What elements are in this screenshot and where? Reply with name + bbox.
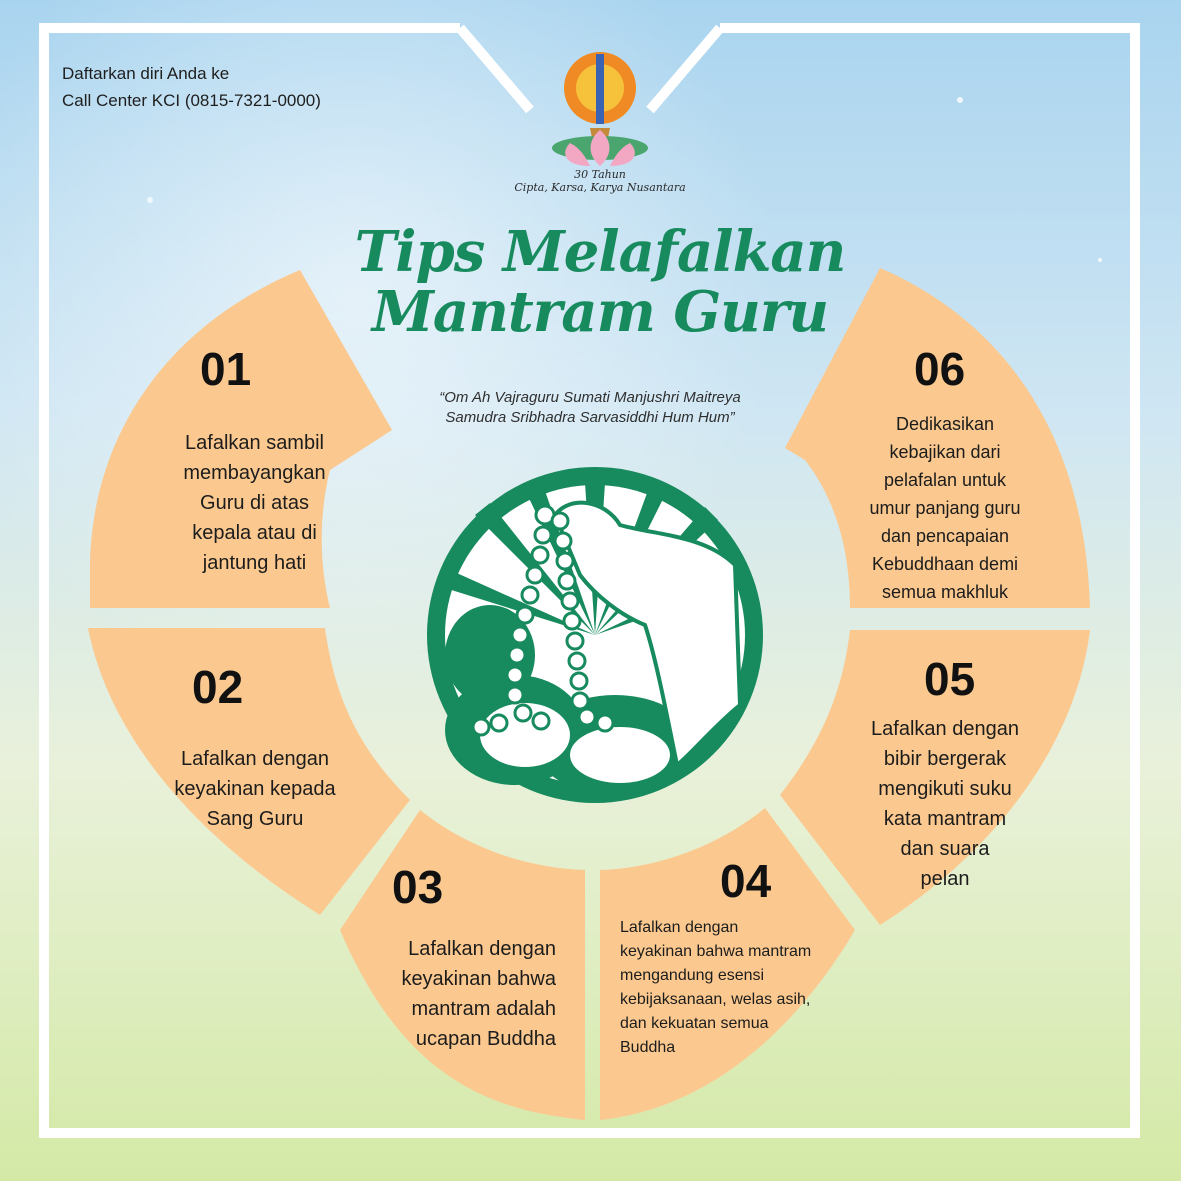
tip-line: Buddha: [620, 1039, 676, 1056]
register-line1: Daftarkan diri Anda ke: [62, 64, 230, 83]
tip-05-number: 05: [924, 653, 976, 705]
tip-line: kata mantram: [883, 808, 1007, 830]
tip-line: dan kekuatan semua: [620, 1015, 769, 1032]
tip-line: kepala atau di: [192, 522, 317, 544]
logo-caption: [490, 168, 710, 194]
tip-line: Lafalkan sambil: [185, 432, 324, 454]
tip-line: umur panjang guru: [869, 498, 1021, 518]
tip-line: keyakinan bahwa: [401, 968, 556, 990]
tip-line: keyakinan kepada: [174, 778, 336, 800]
mantra-line1: “Om Ah Vajraguru Sumati Manjushri Maitreya: [439, 389, 741, 406]
tip-line: Kebuddhaan demi: [871, 554, 1019, 574]
tip-line: kebijaksanaan, welas asih,: [620, 991, 811, 1008]
title-line1: Tips Melafalkan: [354, 219, 846, 285]
tip-line: semua makhluk: [881, 582, 1009, 602]
tip-03-number: 03: [392, 861, 444, 913]
tip-04-text: [620, 916, 860, 1060]
tip-05-text: [840, 714, 1050, 894]
page-title: [300, 219, 900, 345]
tip-04-number: 04: [720, 855, 772, 907]
tip-line: dan pencapaian: [880, 526, 1010, 546]
tip-line: mengandung esensi: [620, 967, 765, 984]
tip-06-text: [835, 410, 1055, 606]
logo-caption-line1: 30 Tahun: [574, 168, 626, 181]
hand-with-mala-icon: [415, 455, 775, 815]
tip-line: keyakinan bahwa mantram: [620, 943, 812, 960]
logo-caption-line2: Cipta, Karsa, Karya Nusantara: [514, 181, 686, 194]
tip-line: Lafalkan dengan: [181, 748, 329, 770]
tip-02-text: [140, 744, 370, 834]
mantra-line2: Samudra Sribhadra Sarvasiddhi Hum Hum”: [445, 409, 735, 426]
tip-line: mengikuti suku: [878, 778, 1012, 800]
tip-line: Lafalkan dengan: [620, 919, 739, 936]
tip-line: Dedikasikan: [895, 414, 995, 434]
tip-line: bibir bergerak: [883, 748, 1007, 770]
tip-06-number: 06: [914, 343, 966, 395]
tip-03-text: [350, 934, 556, 1054]
tip-line: ucapan Buddha: [415, 1028, 556, 1050]
mantra-quote: [360, 388, 820, 428]
tip-line: pelan: [920, 868, 970, 890]
register-info: [62, 60, 321, 114]
tip-line: mantram adalah: [411, 998, 556, 1020]
register-line2: Call Center KCI (0815-7321-0000): [62, 91, 321, 110]
tip-line: membayangkan: [183, 462, 326, 484]
tip-02-number: 02: [192, 661, 244, 713]
tip-line: Lafalkan dengan: [408, 938, 556, 960]
tip-01-text: [162, 428, 347, 578]
tip-line: Sang Guru: [206, 808, 304, 830]
tip-line: Lafalkan dengan: [871, 718, 1019, 740]
tip-line: pelafalan untuk: [883, 470, 1007, 490]
tip-line: dan suara: [900, 838, 990, 860]
tip-line: kebajikan dari: [889, 442, 1001, 462]
tip-line: Guru di atas: [200, 492, 309, 514]
tip-01-number: 01: [200, 343, 252, 395]
tip-line: jantung hati: [202, 552, 307, 574]
title-line2: Mantram Guru: [371, 279, 829, 345]
